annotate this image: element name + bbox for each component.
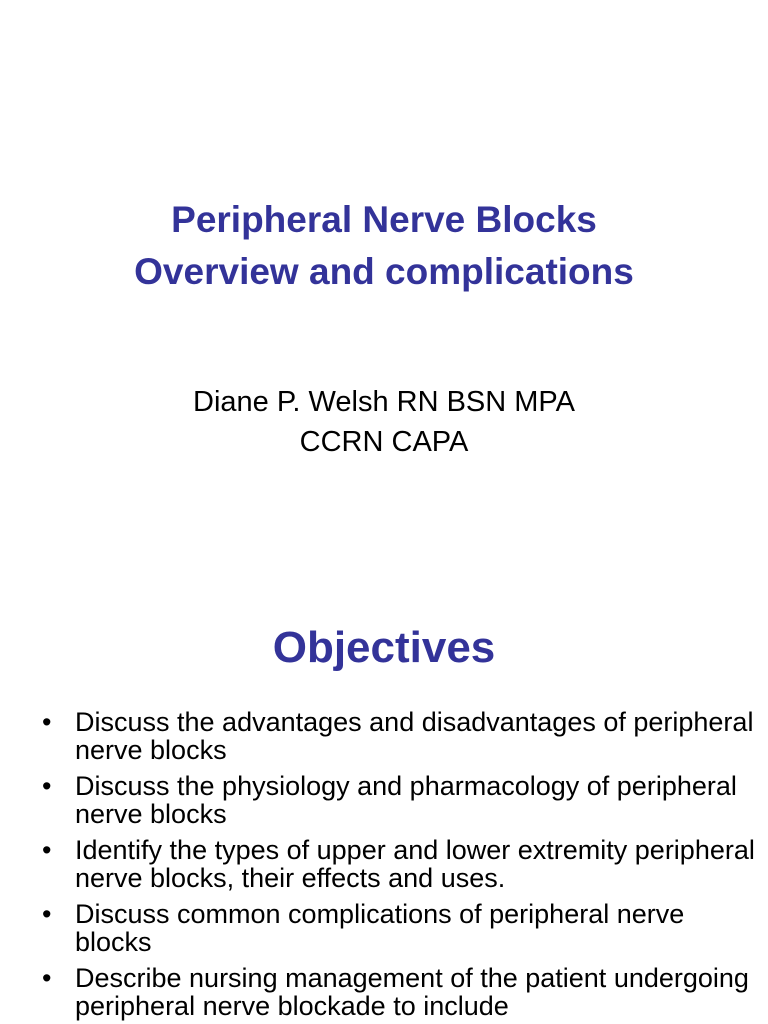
author-line-1: Diane P. Welsh RN BSN MPA — [193, 386, 575, 418]
list-item-text: Identify the types of upper and lower extremity peripheral nerve blocks, their effects and uses. — [75, 835, 755, 893]
title-line-2: Overview and complications — [134, 251, 634, 292]
list-item — [40, 772, 760, 828]
list-item — [40, 900, 760, 956]
presentation-title — [0, 194, 768, 298]
author-line-2: CCRN CAPA — [299, 426, 469, 458]
list-item-text: Discuss the physiology and pharmacology of peripheral nerve blocks — [75, 771, 737, 829]
list-item — [40, 708, 760, 764]
bullet-icon: • — [42, 899, 52, 929]
objectives-list — [40, 708, 760, 1024]
author-credentials — [0, 382, 768, 462]
list-item — [40, 964, 760, 1020]
bullet-icon: • — [42, 707, 52, 737]
list-item-text: Discuss the advantages and disadvantages of peripheral nerve blocks — [75, 707, 754, 765]
objectives-title: Objectives — [272, 623, 496, 672]
objectives-slide — [0, 580, 768, 1024]
list-item-text: Describe nursing management of the patient undergoing peripheral nerve blockade to include — [75, 963, 749, 1021]
bullet-icon: • — [42, 835, 52, 865]
bullet-icon: • — [42, 963, 52, 993]
bullet-icon: • — [42, 771, 52, 801]
list-item — [40, 836, 760, 892]
title-line-1: Peripheral Nerve Blocks — [171, 199, 597, 240]
list-item-text: Discuss common complications of peripheral nerve blocks — [75, 899, 685, 957]
